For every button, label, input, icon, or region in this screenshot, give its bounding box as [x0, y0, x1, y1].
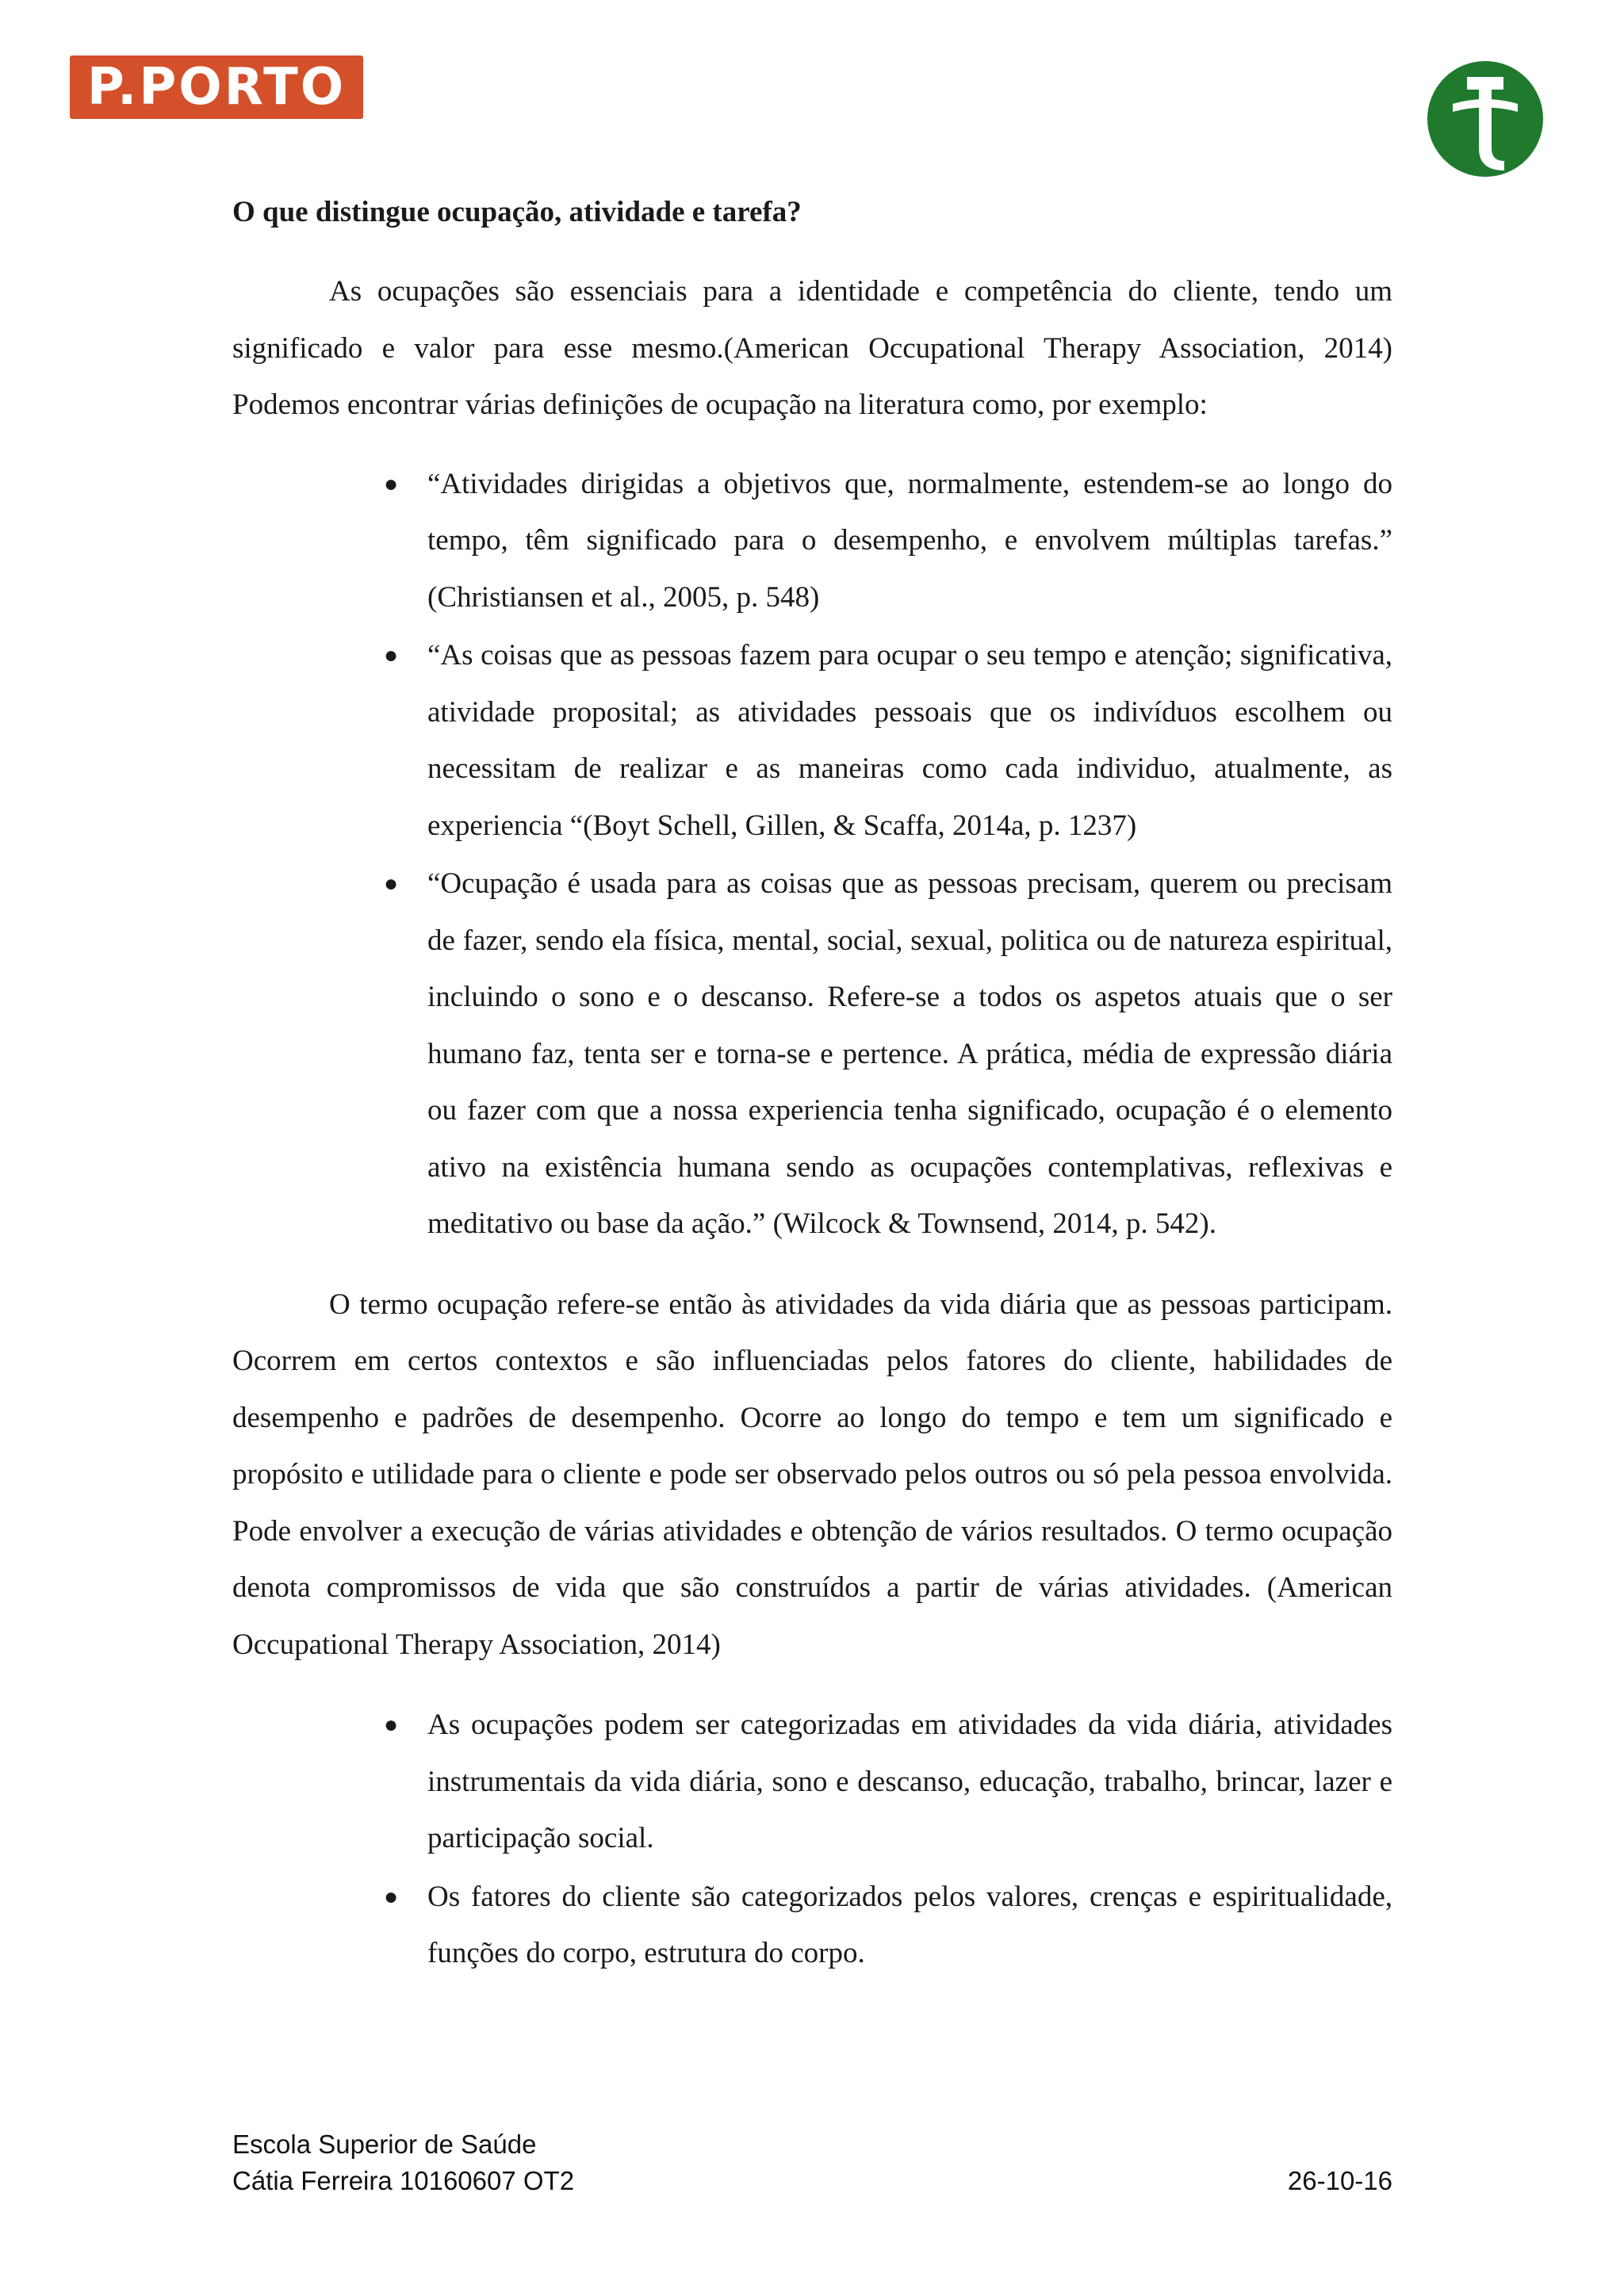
list-item — [384, 855, 1392, 1253]
page-footer — [232, 2126, 1392, 2199]
categories-list — [232, 1697, 1392, 1982]
footer-author: Cátia Ferreira 10160607 OT2 — [232, 2166, 575, 2195]
category-text: Os fatores do cliente são categorizados pelos valores, crenças e espiritualidade, funções do corpo, estrutura do corpo. — [427, 1880, 1392, 1969]
definitions-list — [232, 456, 1392, 1253]
bullet-icon: ● — [384, 1712, 399, 1738]
bullet-icon: ● — [384, 470, 399, 497]
list-item — [384, 1697, 1392, 1867]
intro-paragraph: As ocupações são essenciais para a identidade e competência do cliente, tendo um significado e valor para esse mesmo.(American Occupational Therapy Association, 2014) Podemos encontrar várias definições de ocupação na literatura como, por exemplo: — [232, 275, 1392, 421]
section-title: O que distingue ocupação, atividade e tarefa? — [232, 196, 802, 228]
bullet-icon: ● — [384, 1883, 399, 1910]
bullet-icon: ● — [384, 871, 399, 897]
list-item — [384, 627, 1392, 854]
second-paragraph: O termo ocupação refere-se então às atividades da vida diária que as pessoas participam. Ocorrem em certos contextos e são influenciadas pelos fatores do cliente, habilidades de desempenho e padrões de desempenho. Ocorre ao longo do tempo e tem um significado e propósito e utilidade para o cliente e pode ser observado pelos outros ou só pela pessoa envolvida. Pode envolver a execução de várias atividades e obtenção de vários resultados. O termo ocupação denota compromissos de vida que são construídos a partir de várias atividades. (American Occupational Therapy Association, 2014) — [232, 1288, 1392, 1661]
main-content — [232, 184, 1392, 2006]
pporto-logo: P.PORTO — [70, 55, 363, 119]
definition-text: “As coisas que as pessoas fazem para ocupar o seu tempo e atenção; significativa, atividade proposital; as atividades pessoais que os indivíduos escolhem ou necessitam de realizar e as maneiras como cada individuo, atualmente, as experiencia “(Boyt Schell, Gillen, & Scaffa, 2014a, p. 1237) — [427, 639, 1392, 842]
bullet-icon: ● — [384, 642, 399, 668]
footer-date: 26-10-16 — [1287, 2166, 1392, 2195]
footer-school: Escola Superior de Saúde — [232, 2130, 537, 2159]
category-text: As ocupações podem ser categorizadas em atividades da vida diária, atividades instrumentais da vida diária, sono e descanso, educação, trabalho, brincar, lazer e participação social. — [427, 1709, 1392, 1854]
cross-t-emblem-icon — [1426, 59, 1545, 178]
definition-text: “Atividades dirigidas a objetivos que, normalmente, estendem-se ao longo do tempo, têm significado para o desempenho, e envolvem múltiplas tarefas.” (Christiansen et al., 2005, p. 548) — [427, 467, 1392, 614]
definition-text: “Ocupação é usada para as coisas que as pessoas precisam, querem ou precisam de fazer, sendo ela física, mental, social, sexual, politica ou de natureza espiritual, incluindo o sono e o descanso. Refere-se a todos os aspetos atuais que o ser humano faz, tenta ser e torna-se e pertence. A prática, média de expressão diária ou fazer com que a nossa experiencia tenha significado, ocupação é o elemento ativo na existência humana sendo as ocupações contemplativas, reflexivas e meditativo ou base da ação.” (Wilcock & Townsend, 2014, p. 542). — [427, 867, 1392, 1240]
list-item — [384, 1869, 1392, 1982]
list-item — [384, 456, 1392, 626]
